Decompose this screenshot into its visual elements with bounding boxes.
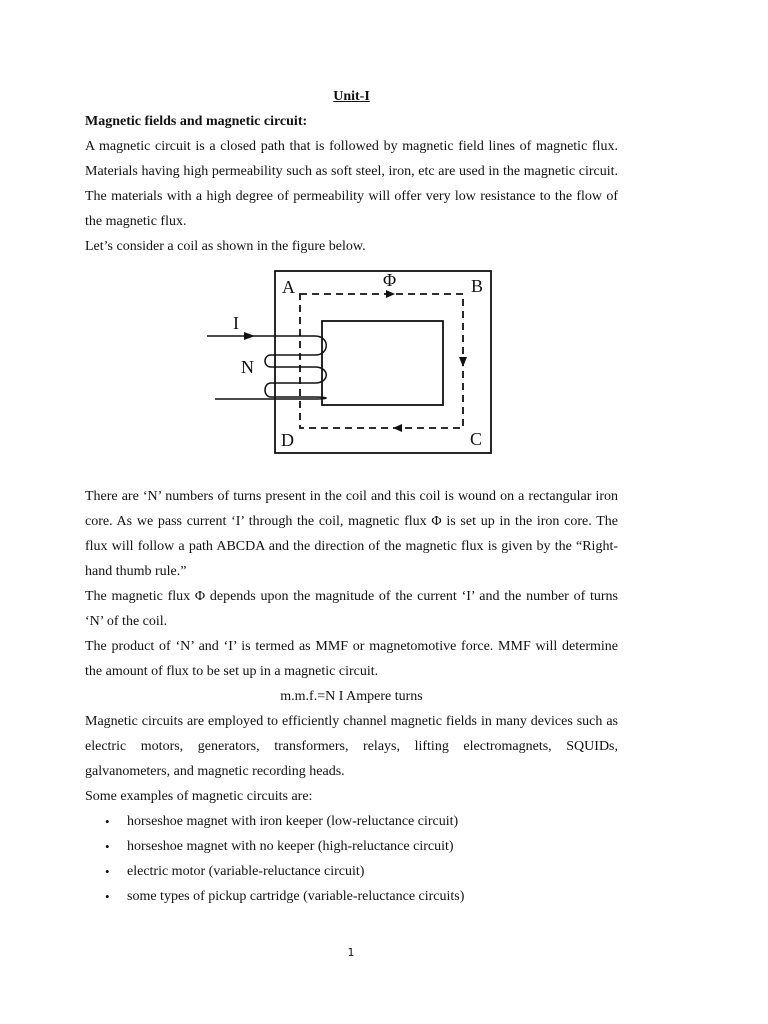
core-outer-edge bbox=[275, 271, 491, 453]
list-item bbox=[105, 859, 618, 884]
bullet-icon: • bbox=[105, 864, 110, 879]
list-item bbox=[105, 809, 618, 834]
list-item bbox=[105, 884, 618, 909]
flux-arrow-bottom bbox=[393, 424, 402, 432]
paragraph-devices: Magnetic circuits are employed to efficiently channel magnetic fields in many devices such as electric motors, generators, transformers, relays, lifting electromagnets, SQUIDs, galvanometers, and magnetic recording heads. bbox=[85, 714, 618, 779]
bullet-icon: • bbox=[105, 889, 110, 904]
label-phi: Φ bbox=[383, 270, 397, 290]
list-item-text: horseshoe magnet with iron keeper (low-reluctance circuit) bbox=[127, 814, 459, 829]
label-i: I bbox=[233, 313, 239, 333]
label-a: A bbox=[282, 277, 295, 297]
page-number: 1 bbox=[347, 946, 355, 959]
mmf-formula: m.m.f.=N I Ampere turns bbox=[280, 689, 423, 704]
label-b: B bbox=[471, 276, 484, 296]
magnetic-circuit-figure bbox=[85, 259, 618, 484]
core-inner-window bbox=[322, 321, 443, 405]
list-item-text: horseshoe magnet with no keeper (high-reluctance circuit) bbox=[127, 839, 454, 854]
paragraph-flux: The magnetic flux Φ depends upon the magnitude of the current ‘I’ and the number of turns ‘N’ of the coil. bbox=[85, 589, 618, 629]
section-heading: Magnetic fields and magnetic circuit: bbox=[85, 114, 308, 129]
list-item bbox=[105, 834, 618, 859]
document-body bbox=[85, 84, 618, 909]
unit-title: Unit-I bbox=[333, 89, 370, 104]
paragraph-turns: There are ‘N’ numbers of turns present in the coil and this coil is wound on a rectangular iron core. As we pass current ‘I’ through the coil, magnetic flux Φ is set up in the iron core. The flux will follow a path ABCDA and the direction of the magnetic flux is given by the “Right-hand thumb rule.” bbox=[85, 489, 618, 579]
intro-paragraph: A magnetic circuit is a closed path that is followed by magnetic field lines of magnetic flux. Materials having high permeability such as soft steel, iron, etc are used in the magnetic circuit. The materials with a high degree of permeability will offer very low resistance to the flow of the magnetic flux. bbox=[85, 139, 618, 229]
label-d: D bbox=[281, 430, 294, 450]
paragraph-mmf: The product of ‘N’ and ‘I’ is termed as MMF or magnetomotive force. MMF will determine the amount of flux to be set up in a magnetic circuit. bbox=[85, 639, 618, 679]
label-c: C bbox=[470, 429, 483, 449]
flux-path bbox=[300, 294, 463, 428]
flux-arrow-top bbox=[386, 290, 395, 298]
label-n: N bbox=[241, 357, 254, 377]
bullet-icon: • bbox=[105, 839, 110, 854]
consider-line: Let’s consider a coil as shown in the figure below. bbox=[85, 239, 366, 254]
current-arrow bbox=[244, 332, 255, 340]
list-item-text: electric motor (variable-reluctance circuit) bbox=[127, 864, 365, 879]
examples-intro: Some examples of magnetic circuits are: bbox=[85, 789, 313, 804]
flux-arrow-right bbox=[459, 357, 467, 367]
examples-list bbox=[85, 809, 618, 909]
list-item-text: some types of pickup cartridge (variable-reluctance circuits) bbox=[127, 889, 465, 904]
coil-winding bbox=[215, 336, 326, 399]
magnetic-circuit-diagram bbox=[195, 259, 495, 459]
bullet-icon: • bbox=[105, 814, 110, 829]
